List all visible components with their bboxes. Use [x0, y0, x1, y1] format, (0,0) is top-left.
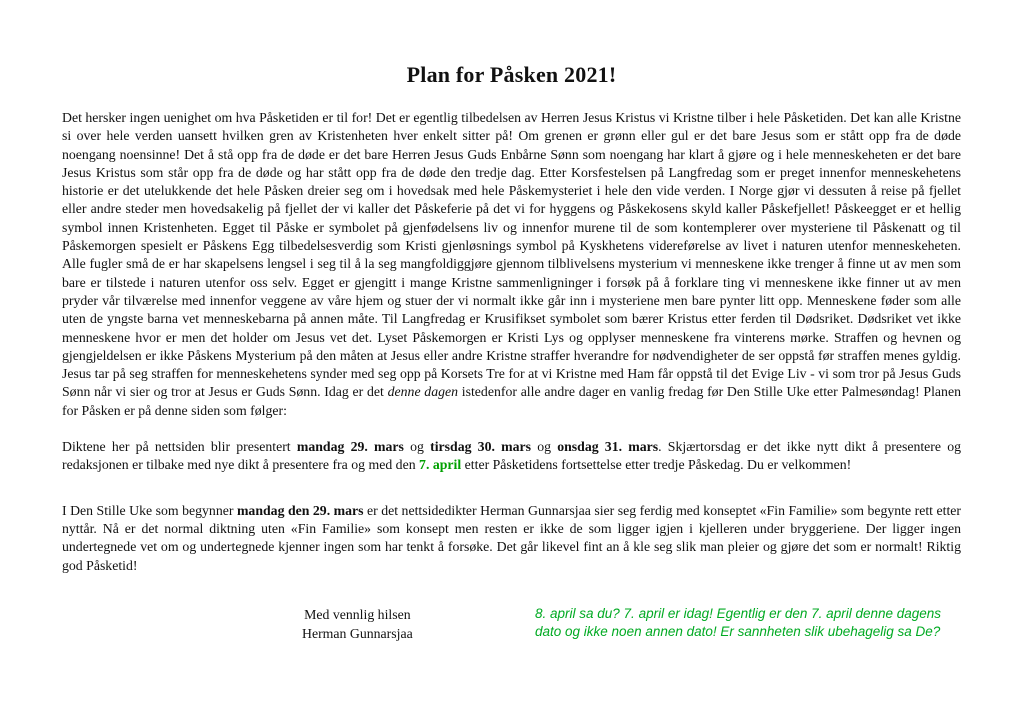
intro-text: Det hersker ingen uenighet om hva Påsketiden er til for! Det er egentlig tilbedelsen av Herren Jesus Kristus vi Kristne tilber i hele Påsketiden. Det kan alle Kristne si over hele verden uansett hvilken gren av Kristenheten hver enkelt sitter på! Om grenen er grønn eller gul er det bare Jesus som er stått opp fra de døde noengang noensinne! Det å stå opp fra de døde er det bare Herren Jesus Guds Enbårne Sønn som noengang har klart å gjøre og i hele menneskeheten er det bare Jesus Kristus som står opp fra de døde og har stått opp fra de døde den tredje dag. Etter Korsfestelsen på Langfredag som er preget innenfor menneskehetens historie er det utelukkende det hele Påsken dreier seg om i hovedsak med hele Påskemysteriet i hele den vide verden. I Norge gjør vi dessuten å reise på fjellet eller andre steder men hovedsakelig på fjellet der vi kaller det Påskeferie på det vi for hyggens og Påskekosens skyld kaller Påskefjellet! Påskeegget er et hellig symbol innen Kristenheten. Egget til Påske er symbolet på gjenfødelsens liv og innenfor murene til de som kontemplerer over mysteriene til Påskenatt og til Påskemorgen spesielt er Påskens Egg tilbedelsesverdig som Kristi gjenløsnings symbol på Kyskhetens videreførelse av livet i naturen utenfor menneskeheten. Alle fugler små de er har skapelsens lengsel i seg til å la seg mangfoldiggjøre gjennom tilblivelsens mysterium vi menneskene ikke trenger å finne ut av men som bare er tilstede i naturen utenfor oss selv. Egget er gjengitt i mange Kristne sammenligninger i forsøk på å forklare ting vi menneskene ikke finner ut av men pryder vår tilværelse med innenfor veggene av våre hjem og stuer der vi normalt ikke går inn i mysteriene men bare pynter litt opp. Menneskene føder som alle uten de yngste barna vet menneskebarna på annen måte. Til Langfredag er Krusifikset symbolet som bærer Kristus etter ferden til Dødsriket. Dødsriket vet ikke menneskene hvor er men det holder om Jesus vet det. Lyset Påskemorgen er Kristi Lys og opplyser menneskene fra vinterens mørke. Straffen og hevnen og gjengjeldelsen er ikke Påskens Mysterium på den måten at Jesus eller andre Kristne straffer hverandre for nødvendigheter de ser oppstå før straffen menes gyldig. Jesus tar på seg straffen for menneskehetens synder med seg opp på Korsets Tre for at vi Kristne med Ham får oppstå til det Evige Liv - vi som tror på Jesus Guds Sønn når vi sier og tror at Jesus er Guds Sønn. Idag er det	[62, 110, 961, 400]
note-line: 8. april sa du? 7. april er idag! Egentlig er den 7. april denne dagens	[535, 605, 942, 621]
schedule-text: og	[531, 439, 558, 455]
note-line: dato og ikke noen annen dato! Er sannheten slik ubehagelig sa De?	[535, 623, 941, 639]
intro-text-end: istedenfor alle andre dager en vanlig fredag før Den Stille Uke etter Palmesøndag! Planen for Påsken er på denne siden som følger:	[62, 384, 961, 418]
signature-name: Herman Gunnarsjaa	[302, 625, 413, 641]
page-title: Plan for Påsken 2021!	[406, 62, 617, 87]
paragraph-update	[62, 502, 961, 575]
intro-italic-phrase: denne dagen	[387, 384, 459, 400]
paragraph-intro	[62, 109, 961, 420]
schedule-date-monday: mandag 29. mars	[296, 439, 404, 455]
update-text-end: er det nettsidedikter Herman Gunnarsjaa sier seg ferdig med konseptet «Fin Familie» som begynte rett etter nyttår. Nå er det normal diktning uten «Fin Familie» som konsept men resten er ikke de som ligger igjen i kjelleren under bryggeriene. Der ligger ingen undertegnede vet om og undertegnede kjenner ingen som har tenkt å forsøke. Det går likevel fint an å kle seg slik man pleier og gjøre det som er normalt! Riktig god Påsketid!	[62, 502, 961, 573]
schedule-text: Diktene her på nettsiden blir presentert	[62, 439, 297, 455]
signature-block	[302, 605, 413, 643]
paragraph-schedule	[62, 438, 961, 475]
footer	[62, 605, 961, 643]
schedule-text: og	[403, 439, 431, 455]
schedule-text-end: etter Påsketidens fortsettelse etter tredje Påskedag. Du er velkommen!	[461, 457, 852, 473]
update-text: I Den Stille Uke som begynner	[62, 502, 237, 518]
schedule-date-wednesday: onsdag 31. mars	[557, 439, 659, 455]
schedule-text: . Skjærtorsdag er det ikke nytt dikt å presentere og redaksjonen er tilbake med nye dikt å presentere fra og med den	[62, 439, 962, 473]
date-correction-note	[535, 605, 947, 641]
schedule-date-april-green: 7. april	[419, 457, 462, 473]
schedule-date-tuesday: tirsdag 30. mars	[430, 439, 532, 455]
update-date-monday: mandag den 29. mars	[236, 502, 364, 518]
signature-closing: Med vennlig hilsen	[304, 606, 411, 622]
